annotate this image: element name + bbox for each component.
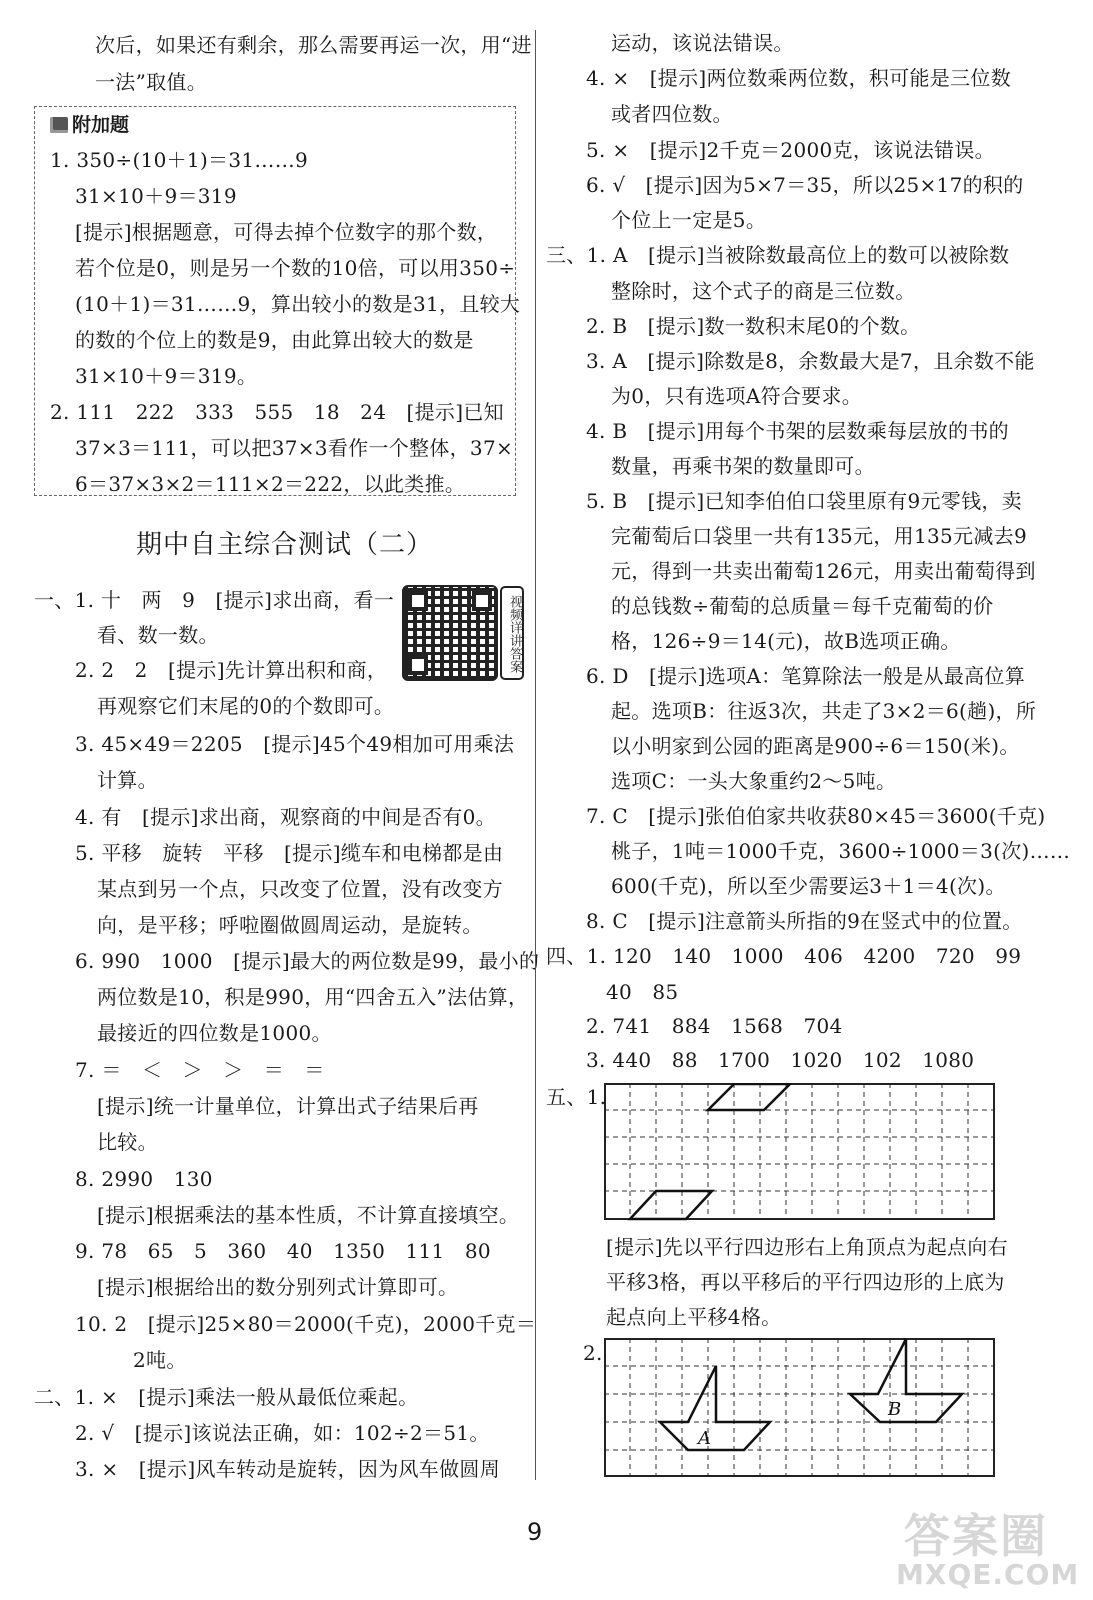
answer-line: 再观察它们末尾的0的个数即可。	[97, 694, 395, 718]
bonus-line: 2. 111 222 333 555 18 24 [提示]已知	[50, 400, 504, 424]
answer-line: 平移3格，再以平移后的平行四边形的上底为	[606, 1270, 1005, 1294]
answer-line: 2. √ [提示]该说法正确，如：102÷2＝51。	[75, 1421, 490, 1445]
answer-line: 8. 2990 130	[75, 1167, 213, 1191]
answer-line: 两位数是10，积是990，用“四舍五入”法估算，	[97, 985, 529, 1009]
qr-label: 视频详讲答案	[500, 586, 524, 680]
bonus-title	[50, 112, 129, 138]
answer-line: 向，是平移；呼啦圈做圆周运动，是旋转。	[97, 913, 483, 937]
shape-a	[660, 1366, 770, 1450]
answer-line: 2. 741 884 1568 704	[586, 1014, 843, 1038]
answer-line: 3. 45×49＝2205 [提示]45个49相加可用乘法	[75, 732, 515, 756]
answer-line: 看、数一数。	[97, 623, 219, 647]
answer-line: 6. D [提示]选项A：笔算除法一般是从最高位算	[586, 664, 1026, 688]
qr-finder	[408, 655, 428, 675]
answer-line: 3. × [提示]风车转动是旋转，因为风车做圆周	[75, 1457, 501, 1481]
grid-figure-1	[604, 1083, 996, 1221]
bonus-line: 若个位是0，则是另一个数的10倍，可以用350÷	[75, 256, 516, 280]
answer-line: 起。选项B：往返3次，共走了3×2＝6(趟)，所	[611, 699, 1037, 723]
watermark-bottom: MXQE.COM	[896, 1558, 1080, 1591]
answer-line: 最接近的四位数是1000。	[97, 1021, 332, 1045]
watermark-top: 答案圈	[904, 1509, 1048, 1563]
bonus-line: 的数的个位上的数是9，由此算出较大的数是	[75, 328, 474, 352]
answer-line: 4. 有 [提示]求出商，观察商的中间是否有0。	[75, 805, 496, 829]
answer-line: 4. × [提示]两位数乘两位数，积可能是三位数	[586, 66, 1012, 90]
answer-line: 2. B [提示]数一数积末尾0的个数。	[586, 314, 921, 338]
answer-line: 五、1.	[546, 1085, 607, 1109]
answer-line: 以小明家到公园的距离是900÷6＝150(米)。	[611, 734, 1020, 758]
bonus-title-text: 附加题	[72, 114, 130, 136]
answer-line: 3. A [提示]除数是8，余数最大是7，且余数不能	[586, 349, 1035, 373]
answer-line: 元，得到一共卖出葡萄126元，用卖出葡萄得到	[611, 559, 1036, 583]
answer-line: 桃子，1吨＝1000千克，3600÷1000＝3(次)……	[611, 839, 1071, 863]
answer-line: 数量，再乘书架的数量即可。	[611, 454, 875, 478]
section-title: 期中自主综合测试（二）	[136, 530, 434, 560]
answer-line: 6. 990 1000 [提示]最大的两位数是99，最小的	[75, 949, 540, 973]
page-number: 9	[527, 1518, 543, 1546]
answer-line: 或者四位数。	[611, 102, 733, 126]
qr-finder	[408, 591, 428, 611]
answer-line: 二、1. × [提示]乘法一般从最低位乘起。	[34, 1385, 419, 1409]
text-line: 一法”取值。	[95, 70, 208, 94]
answer-line: 一、1. 十 两 9 [提示]求出商，看一	[34, 588, 395, 612]
answer-line: 格，126÷9＝14(元)，故B选项正确。	[611, 629, 961, 653]
bonus-icon	[50, 117, 68, 133]
answer-line: 选项C：一头大象重约2～5吨。	[611, 769, 897, 793]
text-line: 次后，如果还有剩余，那么需要再运一次，用“进	[95, 33, 532, 57]
label-a: A	[698, 1428, 711, 1449]
qr-finder	[472, 591, 492, 611]
answer-line: 5. × [提示]2千克＝2000克，该说法错误。	[586, 138, 995, 162]
answer-line: [提示]根据乘法的基本性质，不计算直接填空。	[97, 1203, 520, 1227]
answer-line: 计算。	[97, 768, 158, 792]
answer-line: 7. C [提示]张伯伯家共收获80×45＝3600(千克)	[586, 804, 1046, 828]
answer-line: 完葡萄后口袋里一共有135元，用135元减去9	[611, 524, 1027, 548]
answer-line: 4. B [提示]用每个书架的层数乘每层放的书的	[586, 419, 1009, 443]
bonus-line: [提示]根据题意，可得去掉个位数字的那个数，	[75, 220, 498, 244]
answer-line: 为0，只有选项A符合要求。	[611, 384, 863, 408]
answer-line: 9. 78 65 5 360 40 1350 111 80	[75, 1239, 491, 1263]
bonus-line: 1. 350÷(10＋1)＝31……9	[50, 148, 309, 172]
answer-line: 40 85	[606, 980, 679, 1004]
grid-figure-2	[604, 1338, 996, 1478]
answer-line: 5. B [提示]已知李伯伯口袋里原有9元零钱，卖	[586, 489, 1022, 513]
answer-line: 8. C [提示]注意箭头所指的9在竖式中的位置。	[586, 909, 1023, 933]
answer-line: [提示]先以平行四边形右上角顶点为起点向右	[606, 1235, 1008, 1259]
answer-line: 整除时，这个式子的商是三位数。	[611, 279, 916, 303]
answer-line: 起点向上平移4格。	[606, 1305, 782, 1329]
parallelogram-original	[630, 1191, 712, 1219]
bonus-line: 31×10＋9＝319	[75, 184, 237, 208]
qr-code-image[interactable]	[402, 585, 498, 681]
answer-line: 某点到另一个点，只改变了位置，没有改变方	[97, 877, 503, 901]
answer-line: 6. √ [提示]因为5×7＝35，所以25×17的积的	[586, 173, 1024, 197]
answer-line: 三、1. A [提示]当被除数最高位上的数可以被除数	[546, 243, 1010, 267]
column-divider	[535, 30, 536, 1480]
bonus-line: 6＝37×3×2＝111×2＝222，以此类推。	[75, 472, 466, 496]
shape-b	[850, 1339, 962, 1422]
answer-line: 5. 平移 旋转 平移 [提示]缆车和电梯都是由	[75, 841, 504, 865]
watermark-logo	[896, 1500, 1082, 1596]
answer-line: 7. ＝ ＜ ＞ ＞ ＝ ＝	[75, 1058, 325, 1082]
bonus-line: 31×10＋9＝319。	[75, 364, 258, 388]
answer-line: [提示]根据给出的数分别列式计算即可。	[97, 1275, 459, 1299]
answer-line: [提示]统一计量单位，计算出式子结果后再	[97, 1094, 479, 1118]
bonus-line: (10＋1)＝31……9，算出较小的数是31，且较大	[75, 292, 521, 316]
bonus-line: 37×3＝111，可以把37×3看作一个整体，37×	[75, 436, 514, 460]
answer-line: 2.	[583, 1341, 603, 1365]
answer-line: 600(千克)，所以至少需要运3＋1＝4(次)。	[611, 874, 1006, 898]
answer-line: 比较。	[97, 1130, 158, 1154]
label-b: B	[888, 1399, 902, 1420]
parallelogram-translated	[708, 1084, 790, 1110]
answer-line: 2吨。	[133, 1348, 187, 1372]
answer-line: 个位上一定是5。	[611, 208, 767, 232]
answer-line: 10. 2 [提示]25×80＝2000(千克)，2000千克＝	[75, 1312, 537, 1336]
answer-line: 四、1. 120 140 1000 406 4200 720 99	[546, 944, 1022, 968]
answer-line: 运动，该说法错误。	[611, 31, 794, 55]
answer-line: 的总钱数÷葡萄的总质量＝每千克葡萄的价	[611, 594, 994, 618]
answer-line: 3. 440 88 1700 1020 102 1080	[586, 1048, 975, 1072]
answer-line: 2. 2 2 [提示]先计算出积和商，	[75, 658, 388, 682]
